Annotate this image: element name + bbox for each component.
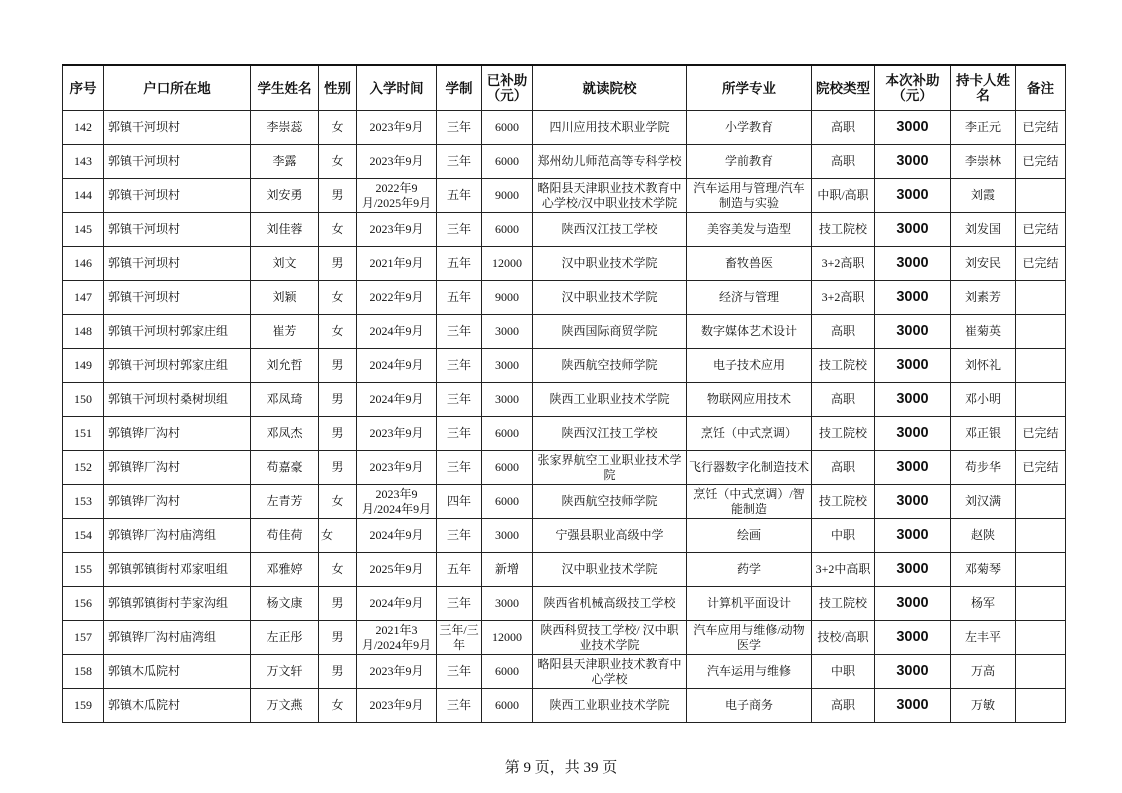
cell-duration: 三年 (437, 689, 482, 723)
cell-duration: 三年 (437, 349, 482, 383)
cell-enroll-date: 2023年9月 (357, 213, 437, 247)
cell-remark: 已完结 (1016, 111, 1066, 145)
cell-duration: 三年/三年 (437, 621, 482, 655)
cell-school: 陕西汉江技工学校 (533, 417, 687, 451)
cell-current-subsidy: 3000 (875, 179, 951, 213)
cell-cardholder-name: 左丰平 (951, 621, 1016, 655)
cell-cardholder-name: 李崇林 (951, 145, 1016, 179)
cell-hukou-location: 郭镇郭镇街村芋家沟组 (104, 587, 251, 621)
cell-school: 陕西航空技师学院 (533, 349, 687, 383)
cell-major: 汽车运用与管理/汽车制造与实验 (687, 179, 812, 213)
cell-remark (1016, 689, 1066, 723)
table-row (63, 247, 1066, 281)
cell-cardholder-name: 刘素芳 (951, 281, 1016, 315)
cell-hukou-location: 郭镇铧厂沟村庙湾组 (104, 621, 251, 655)
cell-remark (1016, 519, 1066, 553)
table-row (63, 383, 1066, 417)
table-row (63, 111, 1066, 145)
cell-gender: 女 (319, 111, 357, 145)
cell-major: 飞行器数字化制造技术 (687, 451, 812, 485)
cell-enroll-date: 2023年9月 (357, 145, 437, 179)
cell-subsidized-amount: 6000 (482, 213, 533, 247)
cell-current-subsidy: 3000 (875, 553, 951, 587)
cell-seq: 145 (63, 213, 104, 247)
cell-seq: 150 (63, 383, 104, 417)
table-row (63, 621, 1066, 655)
cell-hukou-location: 郭镇干河坝村 (104, 111, 251, 145)
table-row (63, 553, 1066, 587)
cell-gender: 男 (319, 179, 357, 213)
cell-remark (1016, 383, 1066, 417)
cell-student-name: 苟嘉豪 (251, 451, 319, 485)
cell-major: 数字媒体艺术设计 (687, 315, 812, 349)
cell-current-subsidy: 3000 (875, 315, 951, 349)
cell-cardholder-name: 刘发国 (951, 213, 1016, 247)
cell-student-name: 杨文康 (251, 587, 319, 621)
cell-hukou-location: 郭镇干河坝村 (104, 281, 251, 315)
cell-duration: 三年 (437, 451, 482, 485)
cell-duration: 三年 (437, 417, 482, 451)
cell-enroll-date: 2024年9月 (357, 587, 437, 621)
cell-seq: 157 (63, 621, 104, 655)
cell-seq: 143 (63, 145, 104, 179)
cell-remark: 已完结 (1016, 417, 1066, 451)
cell-seq: 144 (63, 179, 104, 213)
cell-gender: 男 (319, 587, 357, 621)
cell-hukou-location: 郭镇铧厂沟村 (104, 485, 251, 519)
cell-subsidized-amount: 6000 (482, 689, 533, 723)
cell-major: 计算机平面设计 (687, 587, 812, 621)
cell-school: 略阳县天津职业技术教育中心学校/汉中职业技术学院 (533, 179, 687, 213)
cell-subsidized-amount: 6000 (482, 111, 533, 145)
cell-hukou-location: 郭镇郭镇街村邓家咀组 (104, 553, 251, 587)
cell-student-name: 左正彤 (251, 621, 319, 655)
cell-gender: 女 (319, 281, 357, 315)
cell-major: 经济与管理 (687, 281, 812, 315)
cell-seq: 156 (63, 587, 104, 621)
cell-gender: 男 (319, 247, 357, 281)
cell-school: 张家界航空工业职业技术学院 (533, 451, 687, 485)
cell-enroll-date: 2023年9月 (357, 417, 437, 451)
cell-school: 陕西航空技师学院 (533, 485, 687, 519)
cell-seq: 159 (63, 689, 104, 723)
cell-hukou-location: 郭镇干河坝村 (104, 247, 251, 281)
cell-seq: 147 (63, 281, 104, 315)
cell-subsidized-amount: 9000 (482, 179, 533, 213)
table-row (63, 519, 1066, 553)
cell-major: 汽车运用与维修 (687, 655, 812, 689)
cell-school: 略阳县天津职业技术教育中心学校 (533, 655, 687, 689)
cell-subsidized-amount: 6000 (482, 451, 533, 485)
cell-student-name: 刘佳蓉 (251, 213, 319, 247)
cell-school-type: 中职/高职 (812, 179, 875, 213)
cell-cardholder-name: 邓菊琴 (951, 553, 1016, 587)
cell-cardholder-name: 刘安民 (951, 247, 1016, 281)
cell-gender: 女 (319, 213, 357, 247)
cell-school-type: 技工院校 (812, 417, 875, 451)
cell-school: 郑州幼儿师范高等专科学校 (533, 145, 687, 179)
table-row (63, 145, 1066, 179)
cell-enroll-date: 2025年9月 (357, 553, 437, 587)
cell-enroll-date: 2022年9月/2025年9月 (357, 179, 437, 213)
cell-cardholder-name: 刘霞 (951, 179, 1016, 213)
cell-hukou-location: 郭镇铧厂沟村庙湾组 (104, 519, 251, 553)
cell-enroll-date: 2023年9月/2024年9月 (357, 485, 437, 519)
cell-student-name: 左青芳 (251, 485, 319, 519)
header-subsidized-amount: 已补助（元） (482, 65, 533, 111)
table-row (63, 349, 1066, 383)
cell-student-name: 万文轩 (251, 655, 319, 689)
cell-current-subsidy: 3000 (875, 417, 951, 451)
cell-major: 药学 (687, 553, 812, 587)
cell-cardholder-name: 崔菊英 (951, 315, 1016, 349)
header-school-type: 院校类型 (812, 65, 875, 111)
table-row (63, 213, 1066, 247)
cell-school-type: 高职 (812, 315, 875, 349)
cell-seq: 151 (63, 417, 104, 451)
cell-subsidized-amount: 新增 (482, 553, 533, 587)
cell-major: 烹饪（中式烹调） (687, 417, 812, 451)
cell-duration: 三年 (437, 145, 482, 179)
cell-current-subsidy: 3000 (875, 587, 951, 621)
cell-school-type: 高职 (812, 145, 875, 179)
cell-enroll-date: 2021年9月 (357, 247, 437, 281)
table-row (63, 587, 1066, 621)
cell-school-type: 技校/高职 (812, 621, 875, 655)
table-row (63, 451, 1066, 485)
cell-remark (1016, 315, 1066, 349)
cell-major: 绘画 (687, 519, 812, 553)
cell-subsidized-amount: 6000 (482, 655, 533, 689)
cell-remark (1016, 179, 1066, 213)
cell-cardholder-name: 李正元 (951, 111, 1016, 145)
cell-school: 陕西国际商贸学院 (533, 315, 687, 349)
cell-seq: 155 (63, 553, 104, 587)
cell-major: 物联网应用技术 (687, 383, 812, 417)
cell-enroll-date: 2024年9月 (357, 383, 437, 417)
cell-current-subsidy: 3000 (875, 349, 951, 383)
cell-duration: 三年 (437, 383, 482, 417)
table-body (63, 111, 1066, 723)
cell-current-subsidy: 3000 (875, 655, 951, 689)
cell-student-name: 邓凤琦 (251, 383, 319, 417)
cell-subsidized-amount: 12000 (482, 621, 533, 655)
cell-cardholder-name: 刘怀礼 (951, 349, 1016, 383)
cell-current-subsidy: 3000 (875, 451, 951, 485)
cell-hukou-location: 郭镇干河坝村 (104, 145, 251, 179)
cell-seq: 146 (63, 247, 104, 281)
cell-seq: 148 (63, 315, 104, 349)
cell-major: 汽车应用与维修/动物医学 (687, 621, 812, 655)
table-row (63, 179, 1066, 213)
cell-seq: 158 (63, 655, 104, 689)
cell-cardholder-name: 邓小明 (951, 383, 1016, 417)
cell-current-subsidy: 3000 (875, 621, 951, 655)
cell-school-type: 高职 (812, 451, 875, 485)
cell-seq: 153 (63, 485, 104, 519)
cell-hukou-location: 郭镇干河坝村郭家庄组 (104, 315, 251, 349)
cell-school-type: 3+2高职 (812, 247, 875, 281)
cell-current-subsidy: 3000 (875, 145, 951, 179)
cell-school: 陕西科贸技工学校/ 汉中职业技术学院 (533, 621, 687, 655)
cell-hukou-location: 郭镇干河坝村 (104, 179, 251, 213)
cell-school: 四川应用技术职业学院 (533, 111, 687, 145)
header-seq: 序号 (63, 65, 104, 111)
page-number: 第 9 页，共 39 页 (504, 760, 618, 776)
header-school: 就读院校 (533, 65, 687, 111)
cell-remark (1016, 485, 1066, 519)
cell-duration: 三年 (437, 315, 482, 349)
cell-hukou-location: 郭镇木瓜院村 (104, 689, 251, 723)
cell-current-subsidy: 3000 (875, 247, 951, 281)
cell-enroll-date: 2023年9月 (357, 451, 437, 485)
header-major: 所学专业 (687, 65, 812, 111)
cell-gender: 男 (319, 451, 357, 485)
cell-hukou-location: 郭镇木瓜院村 (104, 655, 251, 689)
cell-current-subsidy: 3000 (875, 213, 951, 247)
cell-school-type: 中职 (812, 519, 875, 553)
cell-subsidized-amount: 3000 (482, 383, 533, 417)
cell-seq: 152 (63, 451, 104, 485)
cell-student-name: 刘允哲 (251, 349, 319, 383)
cell-student-name: 李崇蕊 (251, 111, 319, 145)
cell-duration: 五年 (437, 247, 482, 281)
cell-school-type: 技工院校 (812, 349, 875, 383)
cell-school-type: 中职 (812, 655, 875, 689)
cell-gender: 女 (319, 689, 357, 723)
cell-student-name: 万文燕 (251, 689, 319, 723)
cell-school: 宁强县职业高级中学 (533, 519, 687, 553)
cell-school: 陕西工业职业技术学院 (533, 689, 687, 723)
cell-current-subsidy: 3000 (875, 281, 951, 315)
cell-student-name: 刘颖 (251, 281, 319, 315)
cell-gender: 男 (319, 349, 357, 383)
cell-major: 电子技术应用 (687, 349, 812, 383)
cell-duration: 五年 (437, 553, 482, 587)
header-duration: 学制 (437, 65, 482, 111)
cell-major: 学前教育 (687, 145, 812, 179)
cell-gender: 男 (319, 621, 357, 655)
cell-duration: 五年 (437, 281, 482, 315)
header-cardholder-name: 持卡人姓名 (951, 65, 1016, 111)
cell-remark: 已完结 (1016, 247, 1066, 281)
cell-school: 汉中职业技术学院 (533, 553, 687, 587)
cell-seq: 142 (63, 111, 104, 145)
cell-remark: 已完结 (1016, 213, 1066, 247)
cell-cardholder-name: 赵陕 (951, 519, 1016, 553)
cell-school: 陕西工业职业技术学院 (533, 383, 687, 417)
cell-major: 小学教育 (687, 111, 812, 145)
cell-school: 陕西汉江技工学校 (533, 213, 687, 247)
cell-enroll-date: 2024年9月 (357, 315, 437, 349)
cell-subsidized-amount: 3000 (482, 315, 533, 349)
cell-cardholder-name: 苟步华 (951, 451, 1016, 485)
cell-subsidized-amount: 6000 (482, 145, 533, 179)
cell-student-name: 崔芳 (251, 315, 319, 349)
cell-school: 陕西省机械高级技工学校 (533, 587, 687, 621)
cell-duration: 三年 (437, 587, 482, 621)
cell-remark (1016, 349, 1066, 383)
cell-school-type: 技工院校 (812, 213, 875, 247)
cell-enroll-date: 2021年3月/2024年9月 (357, 621, 437, 655)
cell-gender: 男 (319, 417, 357, 451)
cell-student-name: 刘文 (251, 247, 319, 281)
cell-hukou-location: 郭镇干河坝村桑树坝组 (104, 383, 251, 417)
cell-student-name: 刘安勇 (251, 179, 319, 213)
cell-subsidized-amount: 3000 (482, 349, 533, 383)
cell-enroll-date: 2024年9月 (357, 519, 437, 553)
cell-cardholder-name: 万高 (951, 655, 1016, 689)
cell-hukou-location: 郭镇干河坝村 (104, 213, 251, 247)
cell-school-type: 3+2中高职 (812, 553, 875, 587)
cell-duration: 三年 (437, 213, 482, 247)
cell-enroll-date: 2022年9月 (357, 281, 437, 315)
cell-current-subsidy: 3000 (875, 383, 951, 417)
cell-remark: 已完结 (1016, 451, 1066, 485)
cell-remark (1016, 621, 1066, 655)
cell-major: 美容美发与造型 (687, 213, 812, 247)
cell-gender: 女 (319, 553, 357, 587)
cell-duration: 三年 (437, 655, 482, 689)
header-gender: 性别 (319, 65, 357, 111)
cell-enroll-date: 2023年9月 (357, 655, 437, 689)
cell-school-type: 高职 (812, 689, 875, 723)
table-row (63, 417, 1066, 451)
cell-student-name: 邓雅婷 (251, 553, 319, 587)
cell-cardholder-name: 邓正银 (951, 417, 1016, 451)
cell-school-type: 3+2高职 (812, 281, 875, 315)
cell-major: 畜牧兽医 (687, 247, 812, 281)
cell-current-subsidy: 3000 (875, 519, 951, 553)
cell-student-name: 邓凤杰 (251, 417, 319, 451)
table-row (63, 315, 1066, 349)
cell-subsidized-amount: 9000 (482, 281, 533, 315)
table-row (63, 689, 1066, 723)
cell-current-subsidy: 3000 (875, 689, 951, 723)
cell-gender: 女 (319, 519, 357, 553)
cell-school-type: 高职 (812, 111, 875, 145)
cell-seq: 154 (63, 519, 104, 553)
cell-hukou-location: 郭镇铧厂沟村 (104, 417, 251, 451)
cell-duration: 四年 (437, 485, 482, 519)
cell-cardholder-name: 刘汉满 (951, 485, 1016, 519)
cell-gender: 男 (319, 383, 357, 417)
cell-subsidized-amount: 6000 (482, 485, 533, 519)
cell-duration: 三年 (437, 111, 482, 145)
cell-hukou-location: 郭镇铧厂沟村 (104, 451, 251, 485)
cell-gender: 女 (319, 315, 357, 349)
cell-cardholder-name: 杨军 (951, 587, 1016, 621)
cell-major: 烹饪（中式烹调）/智能制造 (687, 485, 812, 519)
cell-duration: 三年 (437, 519, 482, 553)
cell-duration: 五年 (437, 179, 482, 213)
cell-gender: 男 (319, 655, 357, 689)
cell-gender: 女 (319, 145, 357, 179)
header-hukou-location: 户口所在地 (104, 65, 251, 111)
cell-current-subsidy: 3000 (875, 111, 951, 145)
cell-school-type: 技工院校 (812, 587, 875, 621)
cell-school: 汉中职业技术学院 (533, 281, 687, 315)
cell-major: 电子商务 (687, 689, 812, 723)
table-row (63, 281, 1066, 315)
cell-subsidized-amount: 12000 (482, 247, 533, 281)
header-remark: 备注 (1016, 65, 1066, 111)
cell-student-name: 李露 (251, 145, 319, 179)
cell-seq: 149 (63, 349, 104, 383)
cell-subsidized-amount: 3000 (482, 587, 533, 621)
cell-enroll-date: 2023年9月 (357, 689, 437, 723)
cell-remark (1016, 281, 1066, 315)
cell-gender: 女 (319, 485, 357, 519)
cell-remark: 已完结 (1016, 145, 1066, 179)
table-row (63, 655, 1066, 689)
cell-remark (1016, 553, 1066, 587)
cell-remark (1016, 587, 1066, 621)
cell-subsidized-amount: 6000 (482, 417, 533, 451)
cell-hukou-location: 郭镇干河坝村郭家庄组 (104, 349, 251, 383)
cell-student-name: 苟佳荷 (251, 519, 319, 553)
cell-cardholder-name: 万敏 (951, 689, 1016, 723)
cell-current-subsidy: 3000 (875, 485, 951, 519)
cell-subsidized-amount: 3000 (482, 519, 533, 553)
header-current-subsidy: 本次补助（元） (875, 65, 951, 111)
cell-remark (1016, 655, 1066, 689)
cell-school-type: 技工院校 (812, 485, 875, 519)
subsidy-table (62, 64, 1066, 723)
cell-enroll-date: 2023年9月 (357, 111, 437, 145)
cell-school: 汉中职业技术学院 (533, 247, 687, 281)
table-row (63, 485, 1066, 519)
cell-enroll-date: 2024年9月 (357, 349, 437, 383)
header-student-name: 学生姓名 (251, 65, 319, 111)
table-header-row (63, 65, 1066, 111)
header-enroll-date: 入学时间 (357, 65, 437, 111)
cell-school-type: 高职 (812, 383, 875, 417)
